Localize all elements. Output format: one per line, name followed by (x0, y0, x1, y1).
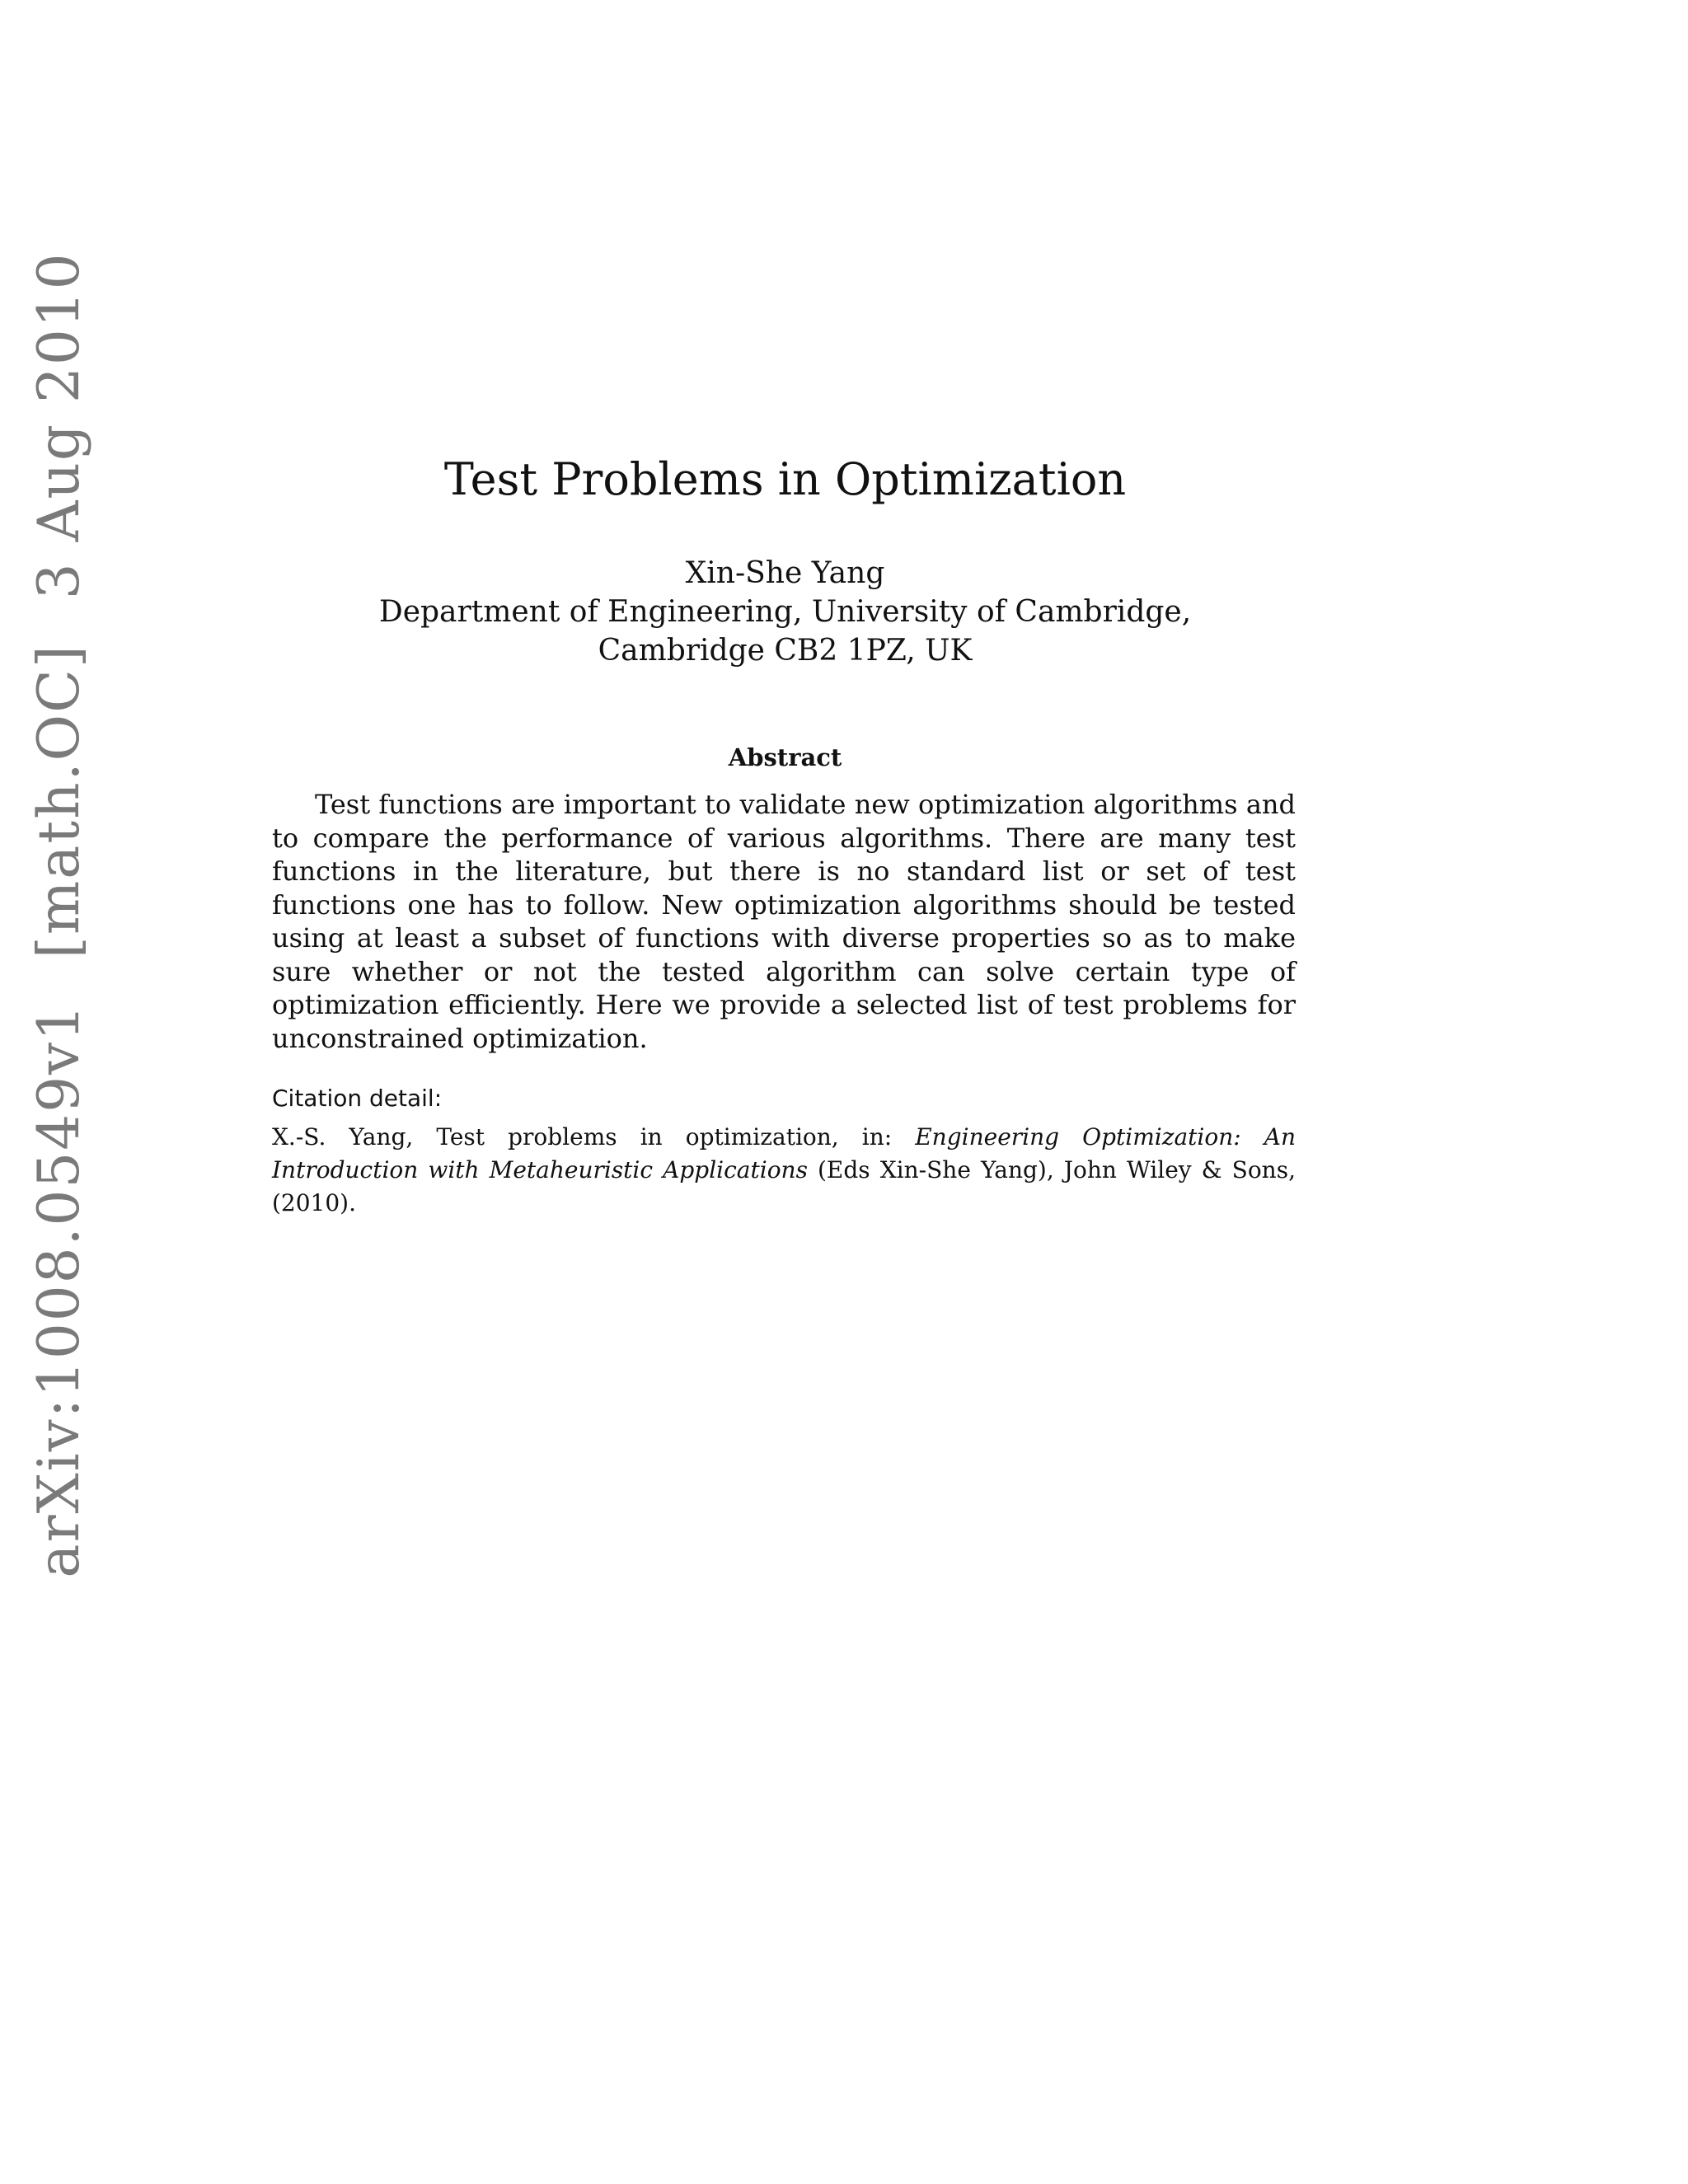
affiliation-line-2: Cambridge CB2 1PZ, UK (598, 634, 973, 668)
arxiv-id: arXiv:1008.0549v1 (26, 1003, 92, 1578)
citation-prefix: X.-S. Yang, Test problems in optimization, in: (272, 1123, 916, 1151)
arxiv-category: [math.OC] (26, 644, 92, 959)
citation-label: Citation detail: (272, 1085, 443, 1112)
abstract-body: Test functions are important to validate new optimization algorithms and to compare the performance of various algorithms. There are many test functions in the literature, but there is no standard list or set of test functions one has to follow. New optimization algorithms should be tested using at least a subset of functions with diverse properties so as to make sure whether or not the tested algorithm can solve certain type of optimization efficiently. Here we provide a selected list of test problems for unconstrained optimization. (272, 789, 1296, 1054)
author-block (0, 554, 1570, 670)
affiliation-line-1: Department of Engineering, University of Cambridge, (378, 595, 1192, 629)
paper-title: Test Problems in Optimization (443, 453, 1127, 505)
arxiv-sidebar-stamp (26, 251, 92, 1577)
citation-suffix: (Eds Xin-She Yang), John Wiley & Sons, (2010). (272, 1156, 1296, 1216)
citation-book-title: Engineering Optimization: An Introduction with Metaheuristic Applications (272, 1123, 1296, 1183)
citation-text (272, 1121, 1296, 1220)
abstract-heading: Abstract (728, 743, 842, 771)
arxiv-date: 3 Aug 2010 (26, 251, 92, 600)
author-name: Xin-She Yang (685, 556, 885, 590)
